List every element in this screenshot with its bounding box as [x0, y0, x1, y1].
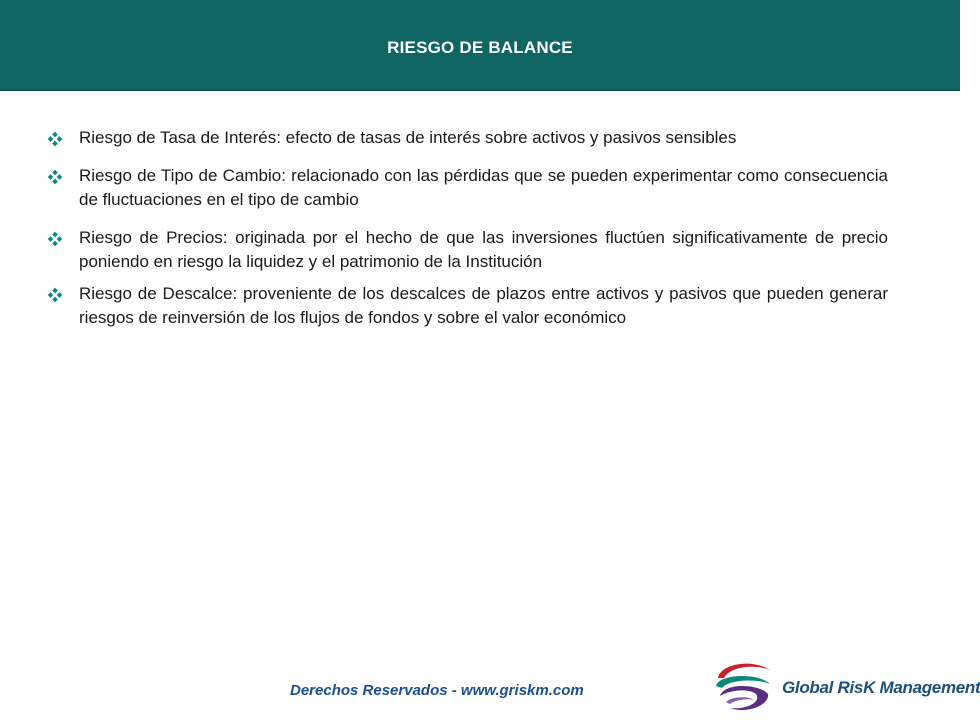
- swirl-logo-icon: [712, 656, 778, 716]
- footer-copyright: Derechos Reservados - www.griskm.com: [290, 682, 584, 699]
- bullet-text: Riesgo de Precios: originada por el hecho de que las inversiones fluctúen significativamente de precio poniendo en riesgo la liquidez y el patrimonio de la Institución: [79, 228, 888, 271]
- list-item: [46, 164, 888, 212]
- company-logo: [712, 656, 980, 716]
- bullet-text: Riesgo de Tipo de Cambio: relacionado con las pérdidas que se pueden experimentar como consecuencia de fluctuaciones en el tipo de cambio: [79, 166, 888, 209]
- page-title: RIESGO DE BALANCE: [387, 38, 573, 57]
- diamond-bullet-icon: [48, 170, 62, 184]
- list-item: [46, 226, 888, 274]
- diamond-bullet-icon: [48, 232, 62, 246]
- bullet-text: Riesgo de Tasa de Interés: efecto de tasas de interés sobre activos y pasivos sensibles: [79, 128, 737, 147]
- list-item: [46, 126, 888, 150]
- header-bar: [0, 0, 960, 91]
- bullet-list: [46, 126, 888, 344]
- diamond-bullet-icon: [48, 288, 62, 302]
- logo-text: Global RisK Management: [782, 678, 980, 697]
- diamond-bullet-icon: [48, 132, 62, 146]
- bullet-text: Riesgo de Descalce: proveniente de los descalces de plazos entre activos y pasivos que pueden generar riesgos de reinversión de los flujos de fondos y sobre el valor económico: [79, 284, 888, 327]
- list-item: [46, 282, 888, 330]
